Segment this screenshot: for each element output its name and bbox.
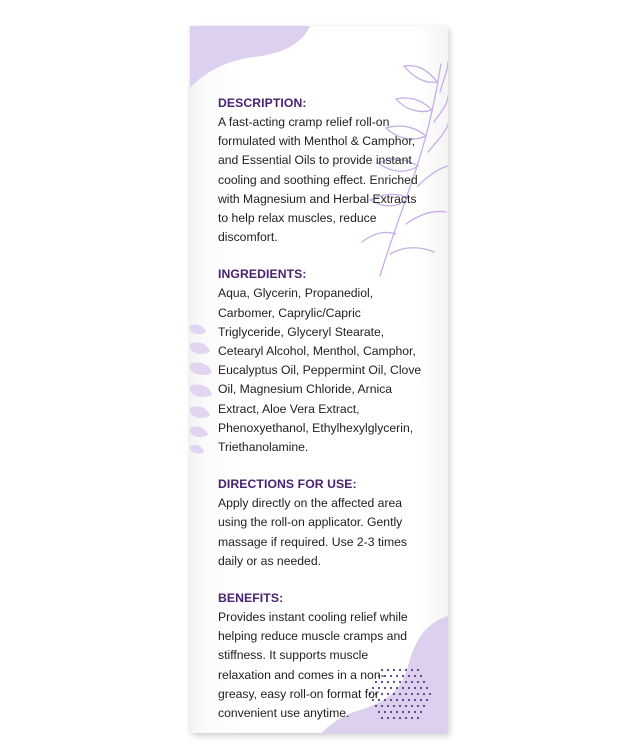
description-text: A fast-acting cramp relief roll-on formulated with Menthol & Camphor, and Essential Oils to provide instant cooling and soothing effect. Enriched with Magnesium and Herbal Extracts to help relax muscles, reduce discomfort. bbox=[218, 115, 418, 245]
box-text-content bbox=[218, 94, 440, 733]
ingredients-section bbox=[218, 265, 440, 457]
benefits-text: Provides instant cooling relief while helping reduce muscle cramps and stiffness. It supports muscle relaxation and comes in a non- greasy, easy roll-on format for convenient use anytime. bbox=[218, 610, 408, 721]
top-lavender-blob bbox=[190, 26, 310, 88]
description-heading: DESCRIPTION: bbox=[218, 96, 307, 110]
description-section bbox=[218, 94, 440, 247]
leaf-sprig-filled bbox=[190, 324, 212, 453]
ingredients-text: Aqua, Glycerin, Propanediol, Carbomer, Caprylic/Capric Triglyceride, Glyceryl Stearate, Cetearyl Alcohol, Menthol, Camphor, Eucalyptus Oil, Peppermint Oil, Clove Oil, Magnesium Chloride, Arnica Extract, Aloe Vera Extract, Phenoxyethanol, Ethylhexylglycerin, Triethanolamine. bbox=[218, 286, 422, 455]
directions-text: Apply directly on the affected area using the roll-on applicator. Gently massage if required. Use 2-3 times daily or as needed. bbox=[218, 496, 407, 568]
benefits-heading: BENEFITS: bbox=[218, 591, 284, 606]
directions-heading: DIRECTIONS FOR USE: bbox=[218, 477, 357, 492]
ingredients-heading: INGREDIENTS: bbox=[218, 267, 307, 282]
benefits-section bbox=[218, 589, 440, 723]
directions-section bbox=[218, 475, 440, 571]
product-box-back-panel bbox=[190, 26, 448, 733]
